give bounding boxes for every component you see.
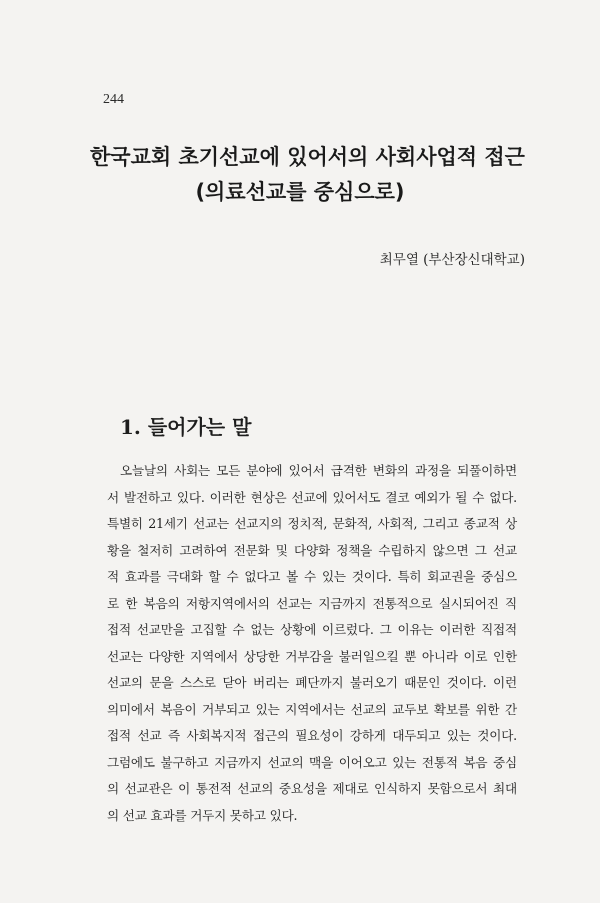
body-line: 접적 선교만을 고집할 수 없는 상황에 이르렀다. 그 이유는 이러한 직접적	[107, 622, 517, 637]
body-line: 선교의 문을 스스로 닫아 버리는 폐단까지 불러오기 때문인 것이다. 이런	[107, 675, 517, 690]
body-line: 의 선교관은 이 통전적 선교의 중요성을 제대로 인식하지 못함으로서 최대	[107, 781, 517, 796]
page-number: 244	[103, 92, 124, 107]
body-line: 서 발전하고 있다. 이러한 현상은 선교에 있어서도 결코 예외가 될 수 없다.	[107, 489, 517, 505]
body-paragraph	[107, 458, 517, 829]
body-line: 접적 선교 즉 사회복지적 접근의 필요성이 강하게 대두되고 있는 것이다.	[107, 728, 517, 743]
body-line: 황을 철저히 고려하여 전문화 및 다양화 정책을 수립하지 않으면 그 선교	[107, 542, 517, 558]
body-line: 의 선교 효과를 거두지 못하고 있다.	[107, 807, 298, 823]
paper-title	[90, 140, 525, 210]
section-heading: 1. 들어가는 말	[120, 415, 252, 439]
title-line-1: 한국교회 초기선교에 있어서의 사회사업적 접근	[90, 145, 525, 169]
author-affiliation: 최무열 (부산장신대학교)	[379, 252, 525, 268]
body-line: 로 한 복음의 저항지역에서의 선교는 지금까지 전통적으로 실시되어진 직	[107, 595, 517, 611]
body-line: 적 효과를 극대화 할 수 없다고 볼 수 있는 것이다. 특히 회교권을 중심으	[107, 569, 517, 584]
body-line: 오늘날의 사회는 모든 분야에 있어서 급격한 변화의 과정을 되풀이하면	[120, 463, 517, 478]
title-line-2: (의료선교를 중심으로)	[195, 180, 405, 204]
body-line: 선교는 다양한 지역에서 상당한 거부감을 불러일으킬 뿐 아니라 이로 인한	[107, 648, 517, 664]
body-line: 의미에서 복음이 거부되고 있는 지역에서는 선교의 교두보 확보를 위한 간	[107, 701, 517, 717]
body-line: 특별히 21세기 선교는 선교지의 정치적, 문화적, 사회적, 그리고 종교적 상	[107, 516, 517, 531]
body-line: 그럼에도 불구하고 지금까지 선교의 맥을 이어오고 있는 전통적 복음 중심	[107, 754, 517, 770]
